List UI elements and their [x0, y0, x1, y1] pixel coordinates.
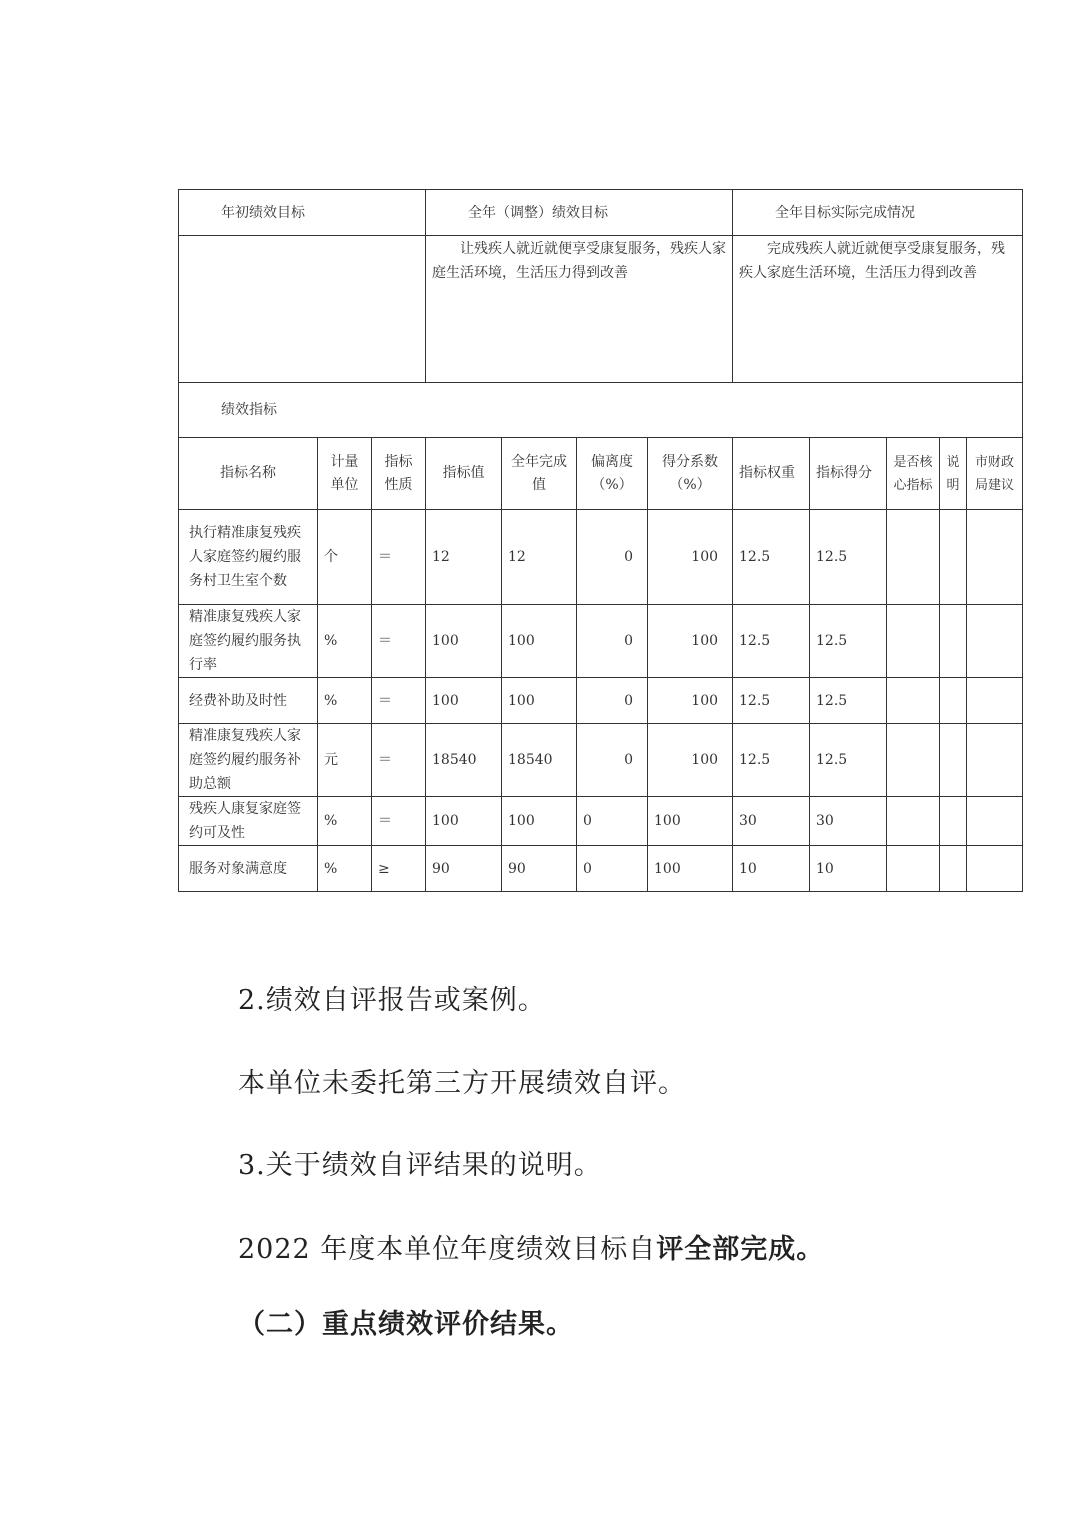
indicator-actual: 100: [502, 678, 577, 724]
indicator-core: [887, 846, 940, 892]
paragraph-result-explanation: 3.关于绩效自评结果的说明。: [238, 1150, 602, 1181]
indicator-unit: %: [318, 797, 372, 846]
table-row: [179, 678, 1023, 724]
indicator-target: 90: [426, 846, 502, 892]
col-core-header: 是否核心指标: [887, 438, 940, 510]
table-row: [179, 724, 1023, 797]
indicator-actual: 100: [502, 605, 577, 678]
initial-goal-header: 年初绩效目标: [179, 190, 426, 236]
indicator-note: [940, 724, 967, 797]
indicator-deviation: 0: [577, 605, 648, 678]
indicator-note: [940, 678, 967, 724]
indicator-name: 执行精准康复残疾人家庭签约履约服务村卫生室个数: [179, 510, 318, 605]
indicator-bureau: [967, 724, 1023, 797]
indicator-section-row: [179, 383, 1023, 438]
indicator-deviation: 0: [577, 678, 648, 724]
indicator-deviation: 0: [577, 846, 648, 892]
col-actual-header: 全年完成值: [502, 438, 577, 510]
indicator-target: 100: [426, 678, 502, 724]
indicator-coefficient: 100: [648, 797, 733, 846]
section-heading-key-evaluation: （二）重点绩效评价结果。: [238, 1309, 574, 1340]
indicator-name: 经费补助及时性: [179, 678, 318, 724]
table-row: [179, 510, 1023, 605]
table-row: [179, 846, 1023, 892]
indicator-unit: 元: [318, 724, 372, 797]
indicator-score: 12.5: [810, 678, 887, 724]
col-nature-header: 指标性质: [372, 438, 426, 510]
indicator-nature: ≥: [372, 846, 426, 892]
paragraph-completion: [238, 1227, 824, 1266]
actual-completion-text: 完成残疾人就近就便享受康复服务，残疾人家庭生活环境，生活压力得到改善: [733, 236, 1023, 383]
indicator-unit: 个: [318, 510, 372, 605]
indicator-target: 12: [426, 510, 502, 605]
indicator-bureau: [967, 678, 1023, 724]
indicator-note: [940, 846, 967, 892]
indicator-deviation: 0: [577, 724, 648, 797]
indicator-core: [887, 510, 940, 605]
indicator-core: [887, 605, 940, 678]
indicator-note: [940, 510, 967, 605]
indicator-bureau: [967, 510, 1023, 605]
indicator-section-label: 绩效指标: [179, 383, 1023, 438]
paragraph-self-eval-report: 2.绩效自评报告或案例。: [238, 985, 546, 1016]
col-name-header: 指标名称: [179, 438, 318, 510]
indicator-nature: ＝: [372, 797, 426, 846]
indicator-coefficient: 100: [648, 510, 733, 605]
table-row: [179, 605, 1023, 678]
completion-normal-text: 2022 年度本单位年度绩效目标自: [238, 1234, 657, 1265]
indicator-unit: %: [318, 605, 372, 678]
indicator-score: 30: [810, 797, 887, 846]
indicator-target: 18540: [426, 724, 502, 797]
indicator-name: 精准康复残疾人家庭签约履约服务执行率: [179, 605, 318, 678]
indicator-core: [887, 724, 940, 797]
indicator-unit: %: [318, 678, 372, 724]
indicator-actual: 18540: [502, 724, 577, 797]
indicator-actual: 100: [502, 797, 577, 846]
indicator-coefficient: 100: [648, 846, 733, 892]
indicator-score: 12.5: [810, 724, 887, 797]
performance-goal-table: [178, 189, 1023, 892]
indicator-target: 100: [426, 797, 502, 846]
indicator-note: [940, 605, 967, 678]
indicator-score: 12.5: [810, 510, 887, 605]
indicator-coefficient: 100: [648, 724, 733, 797]
indicator-bureau: [967, 605, 1023, 678]
indicator-core: [887, 678, 940, 724]
indicator-actual: 90: [502, 846, 577, 892]
col-coefficient-header: 得分系数（%）: [648, 438, 733, 510]
col-weight-header: 指标权重: [733, 438, 810, 510]
indicator-nature: ＝: [372, 678, 426, 724]
indicator-core: [887, 797, 940, 846]
indicator-bureau: [967, 846, 1023, 892]
indicator-weight: 12.5: [733, 678, 810, 724]
col-score-header: 指标得分: [810, 438, 887, 510]
indicator-name: 残疾人康复家庭签约可及性: [179, 797, 318, 846]
col-bureau-header: 市财政局建议: [967, 438, 1023, 510]
completion-bold-text: 评全部完成。: [656, 1234, 825, 1265]
indicator-target: 100: [426, 605, 502, 678]
indicator-header-row: [179, 438, 1023, 510]
col-unit-header: 计量单位: [318, 438, 372, 510]
col-deviation-header: 偏离度（%）: [577, 438, 648, 510]
indicator-bureau: [967, 797, 1023, 846]
col-note-header: 说明: [940, 438, 967, 510]
indicator-coefficient: 100: [648, 605, 733, 678]
initial-goal-text: [179, 236, 426, 383]
indicator-coefficient: 100: [648, 678, 733, 724]
actual-completion-header: 全年目标实际完成情况: [733, 190, 1023, 236]
indicator-weight: 12.5: [733, 724, 810, 797]
col-target-header: 指标值: [426, 438, 502, 510]
indicator-actual: 12: [502, 510, 577, 605]
indicator-weight: 30: [733, 797, 810, 846]
paragraph-third-party: 本单位未委托第三方开展绩效自评。: [238, 1068, 686, 1099]
indicator-score: 12.5: [810, 605, 887, 678]
adjusted-goal-text: 让残疾人就近就便享受康复服务，残疾人家庭生活环境，生活压力得到改善: [426, 236, 733, 383]
indicator-deviation: 0: [577, 510, 648, 605]
indicator-deviation: 0: [577, 797, 648, 846]
adjusted-goal-header: 全年（调整）绩效目标: [426, 190, 733, 236]
indicator-nature: ＝: [372, 605, 426, 678]
indicator-weight: 12.5: [733, 510, 810, 605]
table-row: [179, 797, 1023, 846]
indicator-weight: 12.5: [733, 605, 810, 678]
indicator-name: 精准康复残疾人家庭签约履约服务补助总额: [179, 724, 318, 797]
indicator-nature: ＝: [372, 510, 426, 605]
indicator-unit: %: [318, 846, 372, 892]
indicator-score: 10: [810, 846, 887, 892]
indicator-weight: 10: [733, 846, 810, 892]
indicator-name: 服务对象满意度: [179, 846, 318, 892]
indicator-nature: ＝: [372, 724, 426, 797]
indicator-note: [940, 797, 967, 846]
goal-content-row: [179, 236, 1023, 383]
goal-header-row: [179, 190, 1023, 236]
